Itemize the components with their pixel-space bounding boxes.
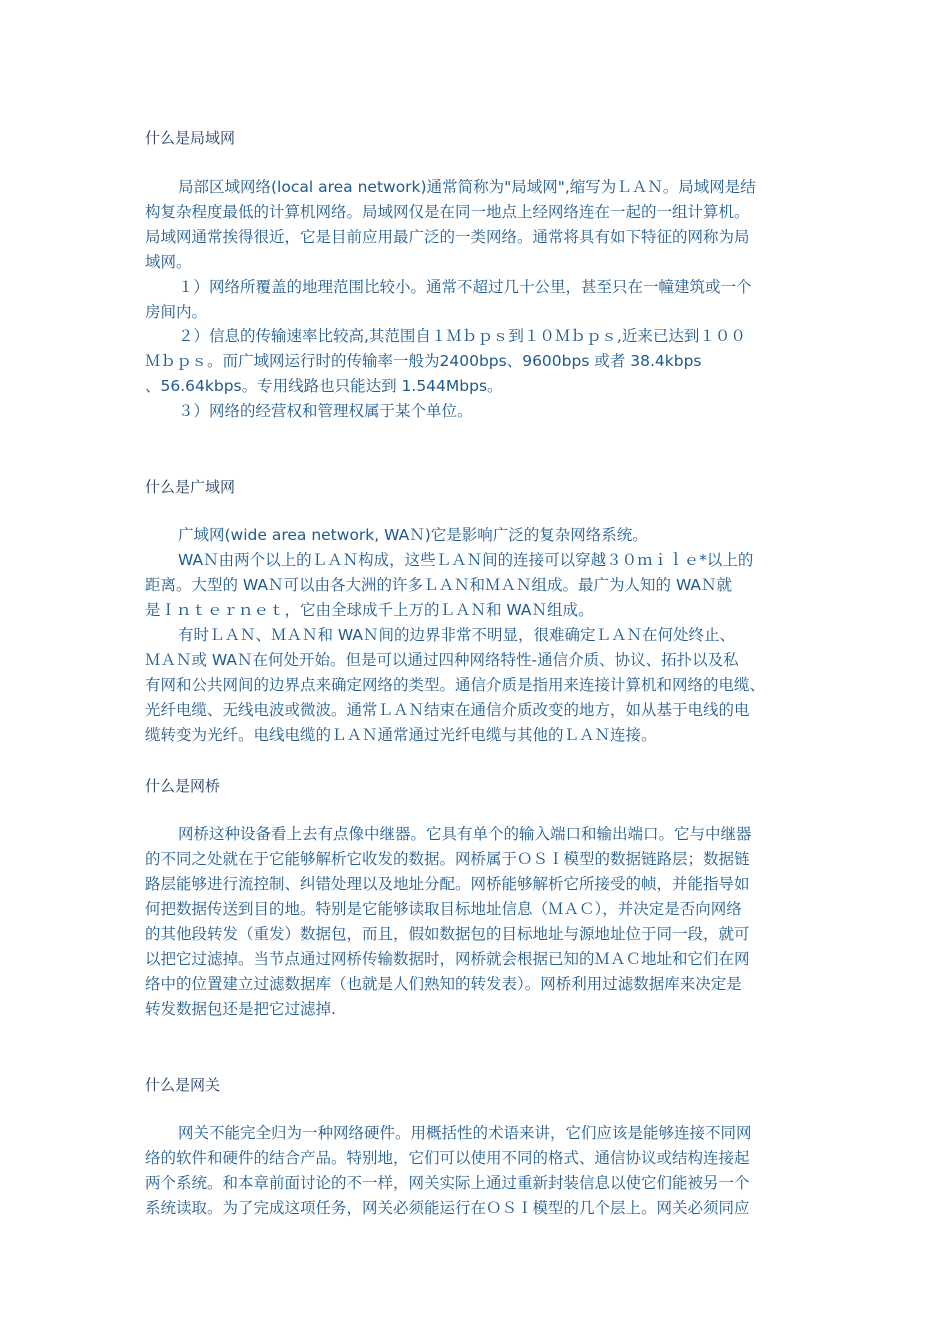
- paragraph-line: 局部区域网络(local area network)通常简称为"局域网",缩写为ＬＡＮ。局域网是结: [178, 178, 756, 196]
- paragraph-line: 缆转变为光纤。电线电缆的ＬＡＮ通常通过光纤电缆与其他的ＬＡＮ连接。: [145, 726, 657, 744]
- paragraph-line: 有网和公共网间的边界点来确定网络的类型。通信介质是指用来连接计算机和网络的电缆、: [145, 676, 766, 694]
- paragraph-line: ＭＡＮ或 WAＮ在何处开始。但是可以通过四种网络特性-通信介质、协议、拓扑以及私: [145, 651, 739, 669]
- paragraph-line: 转发数据包还是把它过滤掉.: [145, 1000, 336, 1018]
- paragraph-line: 距离。大型的 WAＮ可以由各大洲的许多ＬＡＮ和ＭＡＮ组成。最广为人知的 WAＮ就: [145, 576, 733, 594]
- paragraph-line: 路层能够进行流控制、纠错处理以及地址分配。网桥能够解析它所接受的帧，并能指导如: [145, 875, 750, 893]
- paragraph-line: 是Ｉｎｔｅｒｎｅｔ，它由全球成千上万的ＬＡＮ和 WAＮ组成。: [145, 601, 594, 619]
- paragraph-line: 网桥这种设备看上去有点像中继器。它具有单个的输入端口和输出端口。它与中继器: [178, 825, 752, 843]
- section-heading-bridge: 什么是网桥: [145, 777, 221, 795]
- paragraph-line: WAＮ由两个以上的ＬＡＮ构成，这些ＬＡＮ间的连接可以穿越３０ｍｉｌｅ*以上的: [178, 551, 754, 569]
- paragraph-line: 域网。: [145, 253, 192, 271]
- paragraph-line: 有时ＬＡＮ、ＭＡＮ和 WAＮ间的边界非常不明显，很难确定ＬＡＮ在何处终止、: [178, 626, 736, 644]
- paragraph-line: ２）信息的传输速率比较高,其范围自１Ｍｂｐｓ到１０Ｍｂｐｓ,近来已达到１００: [178, 327, 746, 345]
- paragraph-line: 构复杂程度最低的计算机网络。局域网仅是在同一地点上经网络连在一起的一组计算机。: [145, 203, 750, 221]
- section-heading-wan: 什么是广域网: [145, 478, 236, 496]
- paragraph-line: 络中的位置建立过滤数据库（也就是人们熟知的转发表）。网桥利用过滤数据库来决定是: [145, 975, 742, 993]
- paragraph-line: 广域网(wide area network, WAＮ)它是影响广泛的复杂网络系统。: [178, 526, 648, 544]
- paragraph-line: 何把数据传送到目的地。特别是它能够读取目标地址信息（ＭＡＣ），并决定是否向网络: [145, 900, 742, 918]
- paragraph-line: 网关不能完全归为一种网络硬件。用概括性的术语来讲，它们应该是能够连接不同网: [178, 1124, 752, 1142]
- section-heading-gateway: 什么是网关: [145, 1076, 221, 1094]
- paragraph-line: 局域网通常挨得很近，它是目前应用最广泛的一类网络。通常将具有如下特征的网称为局: [145, 228, 750, 246]
- paragraph-line: 的不同之处就在于它能够解析它收发的数据。网桥属于ＯＳＩ模型的数据链路层；数据链: [145, 850, 750, 868]
- paragraph-line: 两个系统。和本章前面讨论的不一样，网关实际上通过重新封装信息以使它们能被另一个: [145, 1174, 750, 1192]
- paragraph-line: 系统读取。为了完成这项任务，网关必须能运行在ＯＳＩ模型的几个层上。网关必须同应: [145, 1199, 750, 1217]
- paragraph-line: １）网络所覆盖的地理范围比较小。通常不超过几十公里，甚至只在一幢建筑或一个: [178, 278, 752, 296]
- paragraph-line: 、56.64kbps。专用线路也只能达到 1.544Mbps。: [145, 377, 503, 395]
- paragraph-line: Ｍｂｐｓ。而广域网运行时的传输率一般为2400bps、9600bps 或者 38.4kbps: [145, 352, 702, 370]
- paragraph-line: 以把它过滤掉。当节点通过网桥传输数据时，网桥就会根据已知的ＭＡＣ地址和它们在网: [145, 950, 750, 968]
- paragraph-line: 房间内。: [145, 303, 208, 321]
- paragraph-line: 的其他段转发（重发）数据包，而且，假如数据包的目标地址与源地址位于同一段，就可: [145, 925, 750, 943]
- section-heading-lan: 什么是局域网: [145, 129, 236, 147]
- paragraph-line: ３）网络的经营权和管理权属于某个单位。: [178, 402, 473, 420]
- paragraph-line: 络的软件和硬件的结合产品。特别地，它们可以使用不同的格式、通信协议或结构连接起: [145, 1149, 750, 1167]
- paragraph-line: 光纤电缆、无线电波或微波。通常ＬＡＮ结束在通信介质改变的地方，如从基于电线的电: [145, 701, 750, 719]
